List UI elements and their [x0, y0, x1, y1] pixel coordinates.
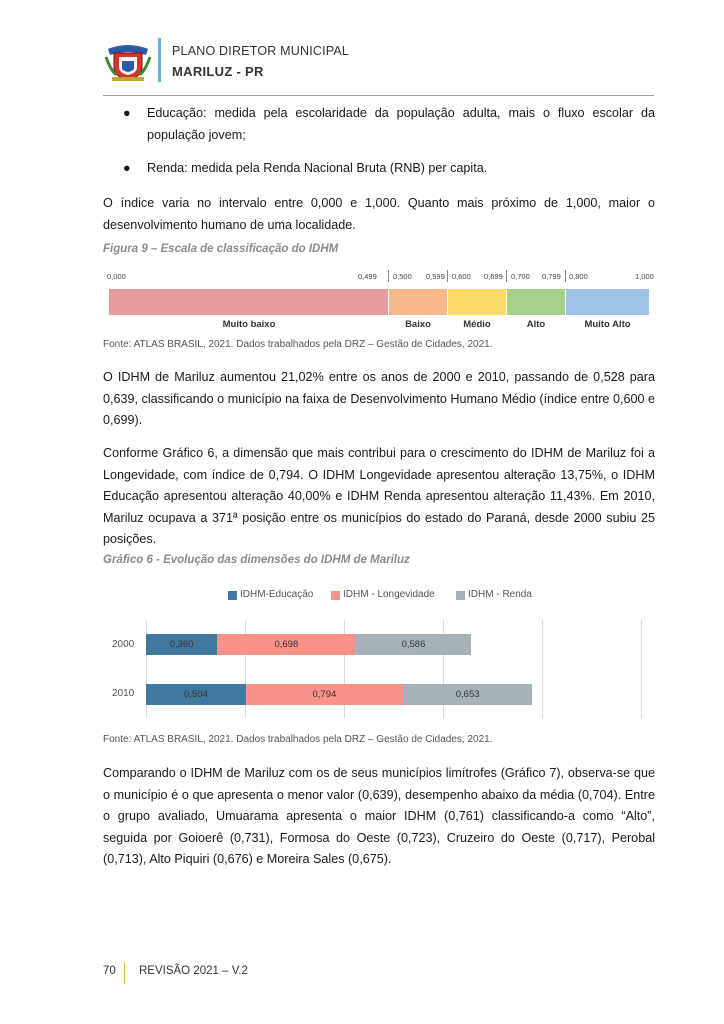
bar-value-label: 0,586 — [401, 639, 426, 650]
scale-tick: 0,000 — [107, 272, 126, 281]
bullet-text: Educação: medida pela escolaridade da população adulta, mais o fluxo escolar da população jovem; — [147, 106, 655, 142]
scale-separator — [506, 270, 507, 282]
scale-band-low — [389, 289, 447, 315]
scale-band-medium — [448, 289, 506, 315]
legend-swatch-income — [456, 591, 465, 600]
scale-band-label: Muito Alto — [584, 319, 631, 330]
bar-value-label: 0,698 — [274, 639, 299, 650]
scale-band-label: Muito baixo — [222, 319, 276, 330]
legend-label: IDHM - Longevidade — [343, 589, 435, 600]
scale-tick: 0,699 — [484, 272, 503, 281]
bullet-text: Renda: medida pela Renda Nacional Bruta (RNB) per capita. — [147, 161, 488, 175]
bar-segment — [146, 684, 246, 705]
scale-band-label: Médio — [463, 319, 491, 330]
legend-label: IDHM-Educação — [240, 589, 314, 600]
scale-separator — [447, 270, 448, 282]
header-divider — [103, 95, 654, 96]
paragraph-comparison: Comparando o IDHM de Mariluz com os de seus municípios limítrofes (Gráfico 7), observa-se que o município é o que apresenta o menor valor (0,639), desempenho abaixo da média (0,704). Entre o grupo avaliado, Umuarama apresenta o maior IDHM (0,761) classificando-a como “Alto”, seguida por Goioerê (0,731), Formosa do Oeste (0,723), Cruzeiro do Oeste (0,717), Perobal (0,713), Alto Piquiri (0,676) e Moreira Sales (0,675). — [103, 766, 655, 866]
bar-segment — [217, 634, 355, 655]
bar-value-label: 0,360 — [169, 639, 194, 650]
bar-value-label: 0,794 — [312, 689, 337, 700]
bullet-item-education — [123, 103, 655, 147]
header-accent-bar — [158, 38, 161, 82]
legend-swatch-longevity — [331, 591, 340, 600]
scale-band-very-low — [109, 289, 388, 315]
scale-band-label: Baixo — [405, 319, 431, 330]
scale-band-label: Alto — [526, 319, 546, 330]
header-subtitle: MARILUZ - PR — [172, 64, 264, 79]
bullet-icon: ● — [123, 106, 131, 120]
category-label: 2010 — [112, 688, 135, 699]
scale-tick: 0,500 — [393, 272, 412, 281]
scale-tick: 0,700 — [511, 272, 530, 281]
legend-swatch-education — [228, 591, 237, 600]
scale-tick: 0,799 — [542, 272, 561, 281]
bullet-icon: ● — [123, 161, 131, 175]
bullet-item-income — [123, 158, 655, 180]
category-label: 2000 — [112, 639, 135, 650]
gridline — [641, 620, 642, 718]
paragraph-index-range: O índice varia no intervalo entre 0,000 e 1,000. Quanto mais próximo de 1,000, maior o desenvolvimento humano de uma localidade. — [103, 196, 655, 232]
bar-segment — [355, 634, 471, 655]
paragraph-dimensions: Conforme Gráfico 6, a dimensão que mais contribui para o crescimento do IDHM de Mariluz foi a Longevidade, com índice de 0,794. O IDHM Longevidade apresentou alteração 13,75%, o IDHM Educação apresentou alteração 40,00% e IDHM Renda apresentou alteração 11,43%. Em 2010, Mariluz ocupava a 371ª posição entre os municípios do estado do Paraná, desde 2000 subiu 25 posições. — [103, 446, 655, 546]
bar-value-label: 0,504 — [184, 689, 208, 700]
bar-segment — [403, 684, 532, 705]
scale-tick: 0,600 — [452, 272, 471, 281]
figure-caption: Figura 9 – Escala de classificação do IDHM — [103, 243, 339, 255]
gridline — [542, 620, 543, 718]
bar-segment — [246, 684, 403, 705]
scale-tick: 0,499 — [358, 272, 377, 281]
revision-label: REVISÃO 2021 – V.2 — [139, 965, 248, 977]
scale-separator — [565, 270, 566, 282]
footer-separator — [124, 962, 125, 984]
header-title: PLANO DIRETOR MUNICIPAL — [172, 44, 350, 58]
bar-segment — [146, 634, 217, 655]
scale-separator — [388, 270, 389, 282]
page-number: 70 — [103, 965, 116, 977]
figure-source: Fonte: ATLAS BRASIL, 2021. Dados trabalhados pela DRZ – Gestão de Cidades, 2021. — [103, 339, 493, 350]
scale-band-high — [507, 289, 565, 315]
scale-tick: 0,599 — [426, 272, 445, 281]
chart-caption: Gráfico 6 - Evolução das dimensões do IDHM de Mariluz — [103, 554, 410, 566]
scale-tick: 1,000 — [635, 272, 654, 281]
legend-label: IDHM - Renda — [468, 589, 532, 600]
bar-value-label: 0,653 — [455, 689, 480, 700]
chart-source: Fonte: ATLAS BRASIL, 2021. Dados trabalhados pela DRZ – Gestão de Cidades, 2021. — [103, 734, 493, 745]
scale-band-very-high — [566, 289, 649, 315]
municipal-coat-of-arms-logo — [104, 39, 152, 83]
paragraph-idhm-growth: O IDHM de Mariluz aumentou 21,02% entre os anos de 2000 e 2010, passando de 0,528 para 0,639, classificando o município na faixa de Desenvolvimento Humano Médio (índice entre 0,600 e 0,699). — [103, 370, 655, 427]
scale-tick: 0,800 — [569, 272, 588, 281]
